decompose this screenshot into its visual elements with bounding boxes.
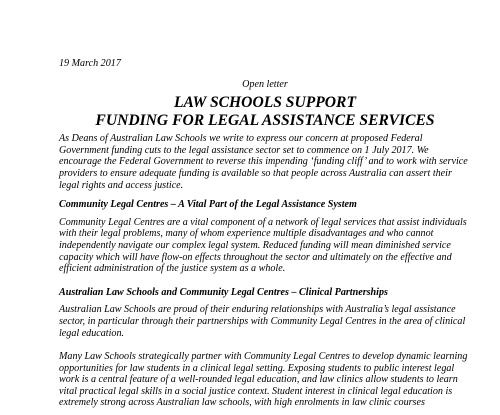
letter-kind: Open letter: [242, 78, 288, 90]
intro-paragraph: As Deans of Australian Law Schools we write to express our concern at proposed Federal Government funding cuts to the legal assistance sector set to commence on 1 July 2017. We encourage the Federal Government to reverse this impending ‘funding cliff’ and to work with service providers to ensure adequate funding is available so that people across Australia can assert their legal rights and access justice.: [59, 133, 468, 191]
letter-title-line-2: FUNDING FOR LEGAL ASSISTANCE SERVICES: [95, 112, 435, 130]
section-paragraph-clc-1: Community Legal Centres are a vital component of a network of legal services that assist individuals with their legal problems, many of whom experience multiple disadvantages and who cannot independently navigate our complex legal system. Reduced funding will mean diminished service capacity which will have flow-on effects throughout the sector and ultimately on the effective and efficient administration of the justice system as a whole.: [59, 216, 467, 275]
letter-title: [59, 94, 471, 130]
section-paragraph-partnerships-2: Many Law Schools strategically partner with Community Legal Centres to develop dynamic learning opportunities for law students in a clinical legal setting. Exposing students to public interest legal work is a central feature of a well-rounded legal education, and law clinics allow students to learn vital practical legal skills in a social justice context. Student interest in clinical legal education is extremely strong across Australian law schools, with high enrolments in law clinic courses: [59, 351, 468, 409]
open-letter-document: [59, 58, 471, 415]
section-heading-partnerships: Australian Law Schools and Community Legal Centres – Clinical Partnerships: [59, 286, 388, 298]
section-heading-clc: Community Legal Centres – A Vital Part of the Legal Assistance System: [59, 199, 357, 211]
letter-title-line-1: LAW SCHOOLS SUPPORT: [174, 94, 356, 112]
letter-date: 19 March 2017: [59, 58, 121, 69]
section-paragraph-partnerships-1: Australian Law Schools are proud of their enduring relationships with Australia’s legal assistance sector, in particular through their partnerships with Community Legal Centres in the area of clinical legal education.: [59, 304, 466, 339]
